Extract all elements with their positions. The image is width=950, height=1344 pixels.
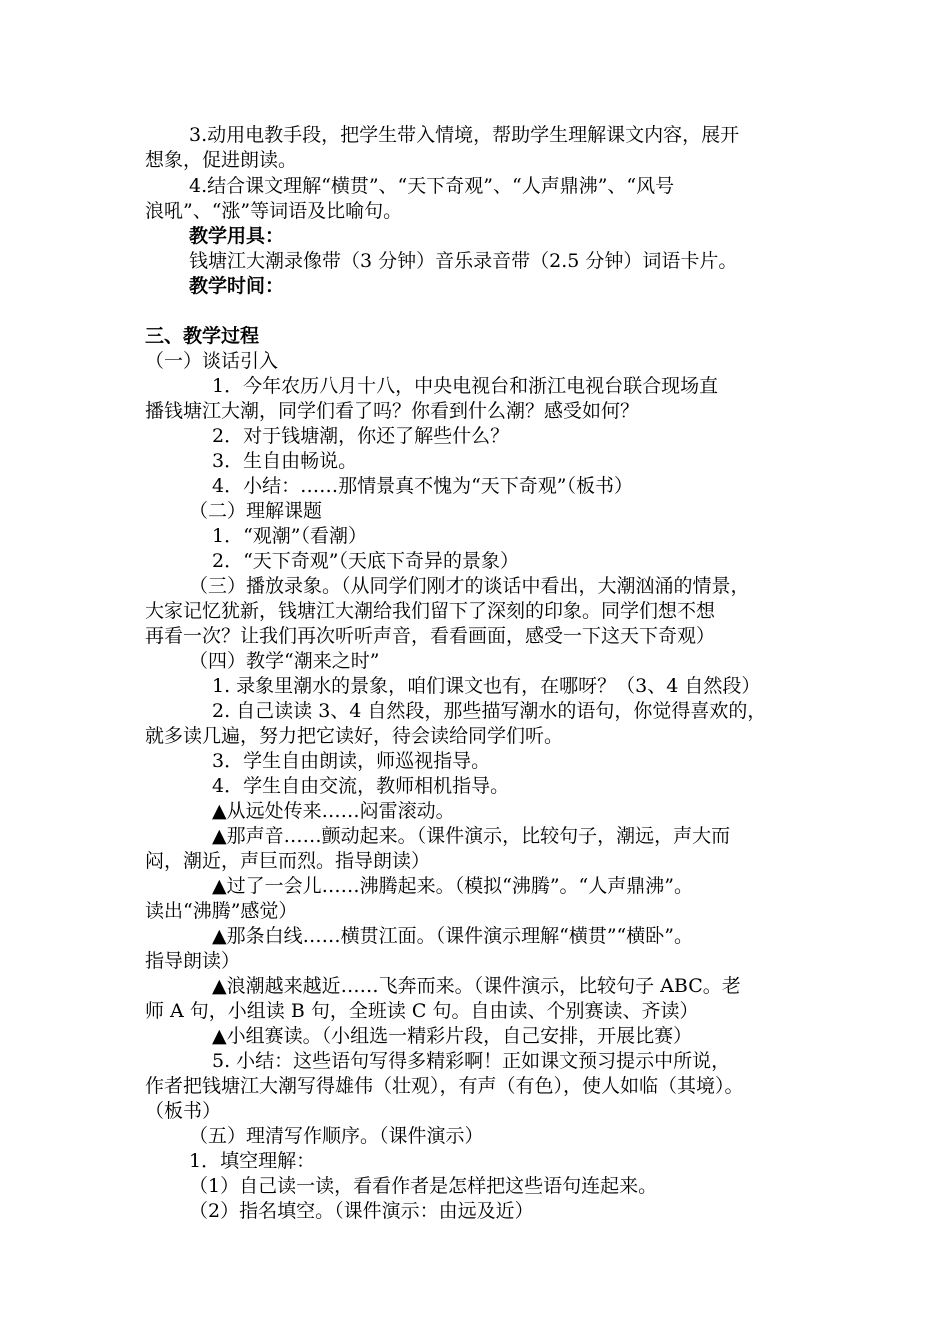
text-line: （二）理解课题: [189, 500, 323, 522]
text-line: 大家记忆犹新，钱塘江大潮给我们留下了深刻的印象。同学们想不想: [145, 600, 716, 622]
text-line: 指导朗读）: [145, 950, 241, 972]
text-line: 1．填空理解：: [189, 1150, 316, 1172]
text-line: 1．今年农历八月十八，中央电视台和浙江电视台联合现场直: [212, 375, 719, 397]
text-line: 作者把钱塘江大潮写得雄伟（壮观），有声（有色），使人如临（其境）。: [145, 1075, 744, 1097]
text-line: 钱塘江大潮录像带（3 分钟）音乐录音带（2.5 分钟）词语卡片。: [189, 250, 738, 272]
text-line: 3．学生自由朗读，师巡视指导。: [212, 750, 491, 772]
text-line: 1．“观潮”（看潮）: [212, 525, 368, 547]
text-line: 浪吼”、“涨”等词语及比喻句。: [145, 200, 403, 222]
text-line: 1. 录象里潮水的景象，咱们课文也有，在哪呀？（3、4 自然段）: [212, 675, 761, 697]
text-line: 2．“天下奇观”（天底下奇异的景象）: [212, 550, 520, 572]
text-line: ▲浪潮越来越近……飞奔而来。（课件演示，比较句子 ABC。老: [212, 975, 741, 997]
text-line: 4．学生自由交流，教师相机指导。: [212, 775, 510, 797]
text-line: 3.动用电教手段，把学生带入情境，帮助学生理解课文内容，展开: [189, 124, 740, 146]
text-line: （板书）: [145, 1100, 222, 1122]
text-line: ▲从远处传来……闷雷滚动。: [212, 800, 455, 822]
text-line: （三）播放录象。（从同学们刚才的谈话中看出，大潮汹涌的情景，: [189, 575, 750, 597]
text-line: 3．生自由畅说。: [212, 450, 358, 472]
text-line: （五）理清写作顺序。（课件演示）: [189, 1125, 484, 1147]
text-line: 师 A 句，小组读 B 句，全班读 C 句。自由读、个别赛读、齐读）: [145, 1000, 699, 1022]
text-line: 就多读几遍，努力把它读好，待会读给同学们听。: [145, 725, 564, 747]
text-line: （一）谈话引入: [145, 350, 279, 372]
text-line: 读出“沸腾”感觉）: [145, 900, 298, 922]
text-line: 2．对于钱塘潮，你还了解些什么？: [212, 425, 510, 447]
text-line: 闷，潮近，声巨而烈。指导朗读）: [145, 850, 431, 872]
text-line: ▲那条白线……横贯江面。（课件演示理解“横贯”“横卧”。: [212, 925, 693, 947]
text-line: （2）指名填空。（课件演示：由远及近）: [189, 1200, 534, 1222]
section-label: 教学时间：: [189, 275, 285, 297]
section-heading: 三、教学过程: [145, 325, 260, 347]
text-line: 2. 自己读读 3、4 自然段，那些描写潮水的语句，你觉得喜欢的，: [212, 700, 767, 722]
text-line: 4．小结：……那情景真不愧为“天下奇观”（板书）: [212, 475, 634, 497]
section-label: 教学用具：: [189, 225, 285, 247]
text-line: 再看一次？让我们再次听听声音，看看画面，感受一下这天下奇观）: [145, 625, 716, 647]
text-line: 想象，促进朗读。: [145, 149, 298, 171]
text-line: ▲那声音……颤动起来。（课件演示，比较句子，潮远，声大而: [212, 825, 731, 847]
text-line: 5. 小结：这些语句写得多精彩啊！正如课文预习提示中所说，: [212, 1050, 731, 1072]
text-line: 播钱塘江大潮，同学们看了吗？你看到什么潮？感受如何？: [145, 400, 640, 422]
text-line: （四）教学“潮来之时”: [189, 650, 380, 672]
text-line: 4.结合课文理解“横贯”、“天下奇观”、“人声鼎沸”、“风号: [189, 175, 675, 197]
text-line: ▲过了一会儿……沸腾起来。（模拟“沸腾”。“人声鼎沸”。: [212, 875, 693, 897]
text-line: （1）自己读一读，看看作者是怎样把这些语句连起来。: [189, 1175, 658, 1197]
text-line: ▲小组赛读。（小组选一精彩片段，自己安排，开展比赛）: [212, 1025, 693, 1047]
